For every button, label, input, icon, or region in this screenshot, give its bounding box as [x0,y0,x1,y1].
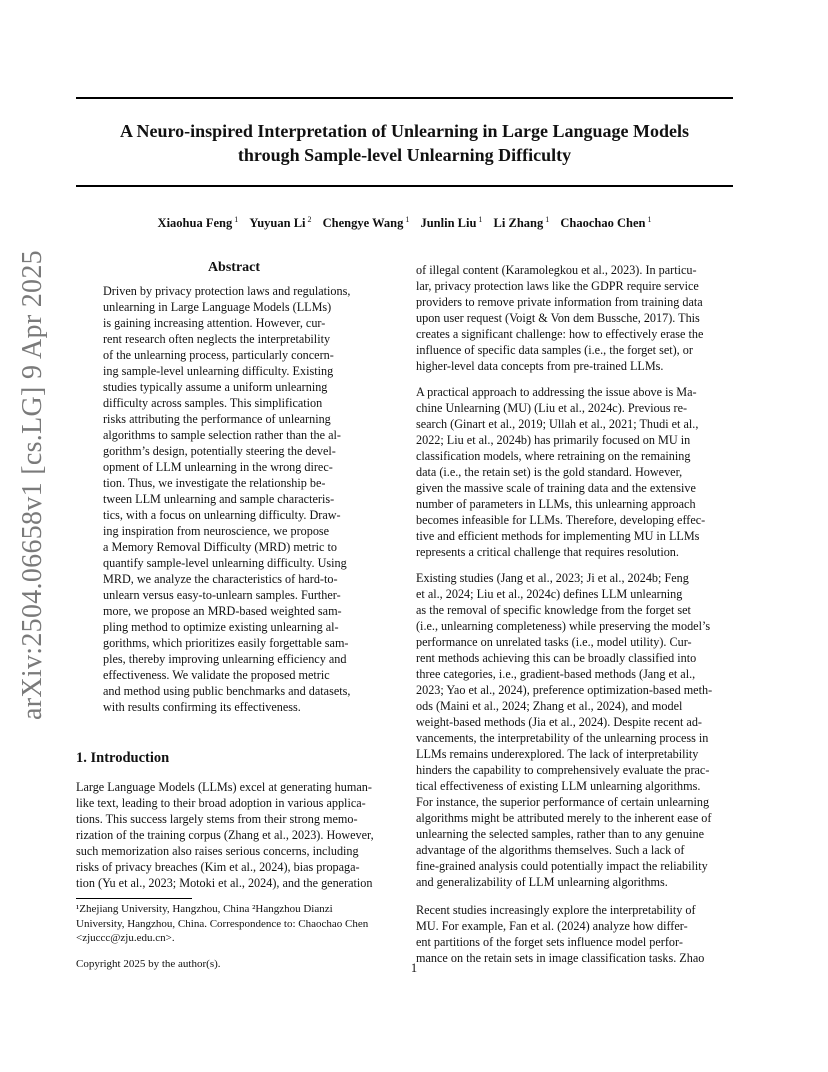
body-line: data (i.e., the retain set) is the gold standard. However, [416,465,683,479]
body-line: influence of specific data samples (i.e., the forget set), or [416,343,693,357]
abstract-line: algorithms to sample selection rather than the al- [103,428,341,442]
body-line: advantage of the algorithms themselves. Such a lack of [416,843,685,857]
body-line: as the removal of specific knowledge from the forget set [416,603,691,617]
body-line: Recent studies increasingly explore the interpretability of [416,903,696,917]
abstract-line: ing sample-level unlearning difficulty. Existing [103,364,334,378]
body-line: LLMs remains underexplored. The lack of interpretability [416,747,699,761]
body-line: weight-based methods (Jia et al., 2024). Despite recent ad- [416,715,702,729]
right-column-p3 [416,570,734,890]
abstract-line: and method using public benchmarks and datasets, [103,684,351,698]
body-line: tical effectiveness of existing LLM unlearning algorithms. [416,779,701,793]
abstract-line: with results confirming its effectiveness. [103,700,301,714]
page-number: 1 [410,961,418,975]
affiliation-footnote [76,902,392,946]
intro-body [76,779,392,891]
intro-line: Large Language Models (LLMs) excel at generating human- [76,780,372,794]
footnote-line: ¹Zhejiang University, Hangzhou, China ²Hangzhou Dianzi [76,903,333,915]
title-bottom-rule [76,185,733,187]
intro-line: tions. This success largely stems from their strong memo- [76,812,358,826]
arxiv-id: arXiv:2504.06658v1 [cs.LG] 9 Apr 2025 [17,250,48,720]
body-line: et al., 2024; Liu et al., 2024c) defines LLM unlearning [416,587,683,601]
body-line: fine-grained analysis could potentially impact the reliability [416,859,708,873]
section-heading-introduction: 1. Introduction [76,750,170,766]
body-line: three categories, i.e., gradient-based methods (Jang et al., [416,667,696,681]
right-column-p1 [416,262,734,374]
body-line: higher-level data concepts from pre-trained LLMs. [416,359,664,373]
body-line: hinders the capability to comprehensively evaluate the prac- [416,763,710,777]
body-line: A practical approach to addressing the issue above is Ma- [416,385,697,399]
body-line: of illegal content (Karamolegkou et al., 2023). In particu- [416,263,697,277]
body-line: ent partitions of the forget sets influence model perfor- [416,935,683,949]
body-line: Existing studies (Jang et al., 2023; Ji et al., 2024b; Feng [416,571,689,585]
body-line: 2023; Yao et al., 2024), preference optimization-based meth- [416,683,713,697]
body-line: and generalizability of LLM unlearning algorithms. [416,875,668,889]
abstract-line: gorithms, which prioritizes easily forgettable sam- [103,636,349,650]
body-line: ods (Maini et al., 2024; Zhang et al., 2024), and model [416,699,683,713]
arxiv-stamp [12,250,54,720]
body-line: chine Unlearning (MU) (Liu et al., 2024c). Previous re- [416,401,688,415]
abstract-line: pling method to optimize existing unlearning al- [103,620,339,634]
intro-line: risks of privacy breaches (Kim et al., 2024), bias propaga- [76,860,360,874]
body-line: 2022; Liu et al., 2024b) has primarily focused on MU in [416,433,691,447]
top-rule [76,97,733,99]
abstract-line: ples, thereby improving unlearning efficiency and [103,652,347,666]
abstract-line: unlearning in Large Language Models (LLMs) [103,300,332,314]
author: Yuyuan Li $^2$ [249,215,312,231]
abstract-line: opment of LLM unlearning in the wrong direc- [103,460,333,474]
body-line: becomes infeasible for LLMs. Therefore, developing effec- [416,513,706,527]
body-line: vancements, the interpretability of the unlearning process in [416,731,709,745]
title-line: through Sample-level Unlearning Difficulty [237,145,572,165]
body-line: represents a critical challenge that requires resolution. [416,545,679,559]
body-line: lar, privacy protection laws like the GDPR require service [416,279,699,293]
abstract-line: quantify sample-level unlearning difficulty. Using [103,556,347,570]
abstract-line: difficulty across samples. This simplification [103,396,323,410]
footnote-line: <zjuccc@zju.edu.cn>. [76,932,175,944]
intro-line: tion (Yu et al., 2023; Motoki et al., 2024), and the generation [76,876,373,890]
intro-line: rization of the training corpus (Zhang et al., 2023). However, [76,828,374,842]
abstract-line: ing inspiration from neuroscience, we propose [103,524,330,538]
body-line: providers to remove private information from training data [416,295,703,309]
body-line: For instance, the superior performance of certain unlearning [416,795,710,809]
body-line: mance on the retain sets in image classification tasks. Zhao [416,951,705,965]
abstract-line: risks attributing the performance of unlearning [103,412,331,426]
title-line: A Neuro-inspired Interpretation of Unlearning in Large Language Models [119,121,690,141]
body-line: unlearning the selected samples, rather than to any genuine [416,827,704,841]
footnote-rule [76,898,192,899]
body-line: creates a significant challenge: how to effectively erase the [416,327,704,341]
abstract-line: tween LLM unlearning and sample characteris- [103,492,335,506]
abstract-line: studies typically assume a uniform unlearning [103,380,328,394]
body-line: search (Ginart et al., 2019; Ullah et al., 2021; Thudi et al., [416,417,699,431]
body-line: (i.e., unlearning completeness) while preserving the model’s [416,619,711,633]
author: Xiaohua Feng $^1$ [157,215,239,231]
body-line: MU. For example, Fan et al. (2024) analyze how differ- [416,919,688,933]
author: Chaochao Chen $^1$ [560,215,652,231]
intro-line: like text, leading to their broad adoption in various applica- [76,796,366,810]
body-line: number of parameters in LLMs, this unlearning approach [416,497,696,511]
body-line: algorithms might be attributed merely to the inherent ease of [416,811,712,825]
author: Chengye Wang $^1$ [322,215,410,231]
abstract-line: MRD, we analyze the characteristics of hard-to- [103,572,338,586]
author: Li Zhang $^1$ [493,215,550,231]
abstract-line: Driven by privacy protection laws and regulations, [103,284,351,298]
abstract-line: more, we propose an MRD-based weighted sam- [103,604,342,618]
paper-title [76,119,733,167]
abstract-line: of the unlearning process, particularly concern- [103,348,334,362]
body-line: given the massive scale of training data and the extensive [416,481,696,495]
abstract-line: a Memory Removal Difficulty (MRD) metric to [103,540,337,554]
footnote-line: University, Hangzhou, China. Correspondence to: Chaochao Chen [76,917,369,930]
right-column-p2 [416,384,734,560]
abstract-line: rent research often neglects the interpretability [103,332,331,346]
abstract-body [103,283,365,715]
abstract-line: unlearn versus easy-to-unlearn samples. Further- [103,588,341,602]
abstract-heading: Abstract [207,260,261,275]
body-line: upon user request (Voigt & Von dem Bussche, 2017). This [416,311,700,325]
copyright-notice: Copyright 2025 by the author(s). [76,958,221,970]
abstract-line: tics, with a focus on unlearning difficulty. Draw- [103,508,341,522]
abstract-line: is gaining increasing attention. However, cur- [103,316,326,330]
author: Junlin Liu $^1$ [420,215,483,231]
intro-line: such memorization also raises serious concerns, including [76,844,359,858]
body-line: classification models, where retraining on the remaining [416,449,691,463]
body-line: rent methods achieving this can be broadly classified into [416,651,697,665]
author-list [76,215,733,231]
abstract-line: tion. Thus, we investigate the relationship be- [103,476,326,490]
abstract-line: gorithm’s design, potentially steering the devel- [103,444,336,458]
right-column-p4 [416,902,734,966]
body-line: tive and efficient methods for implementing MU in LLMs [416,529,700,543]
body-line: performance on unrelated tasks (i.e., model utility). Cur- [416,635,692,649]
abstract-line: effectiveness. We validate the proposed metric [103,668,330,682]
